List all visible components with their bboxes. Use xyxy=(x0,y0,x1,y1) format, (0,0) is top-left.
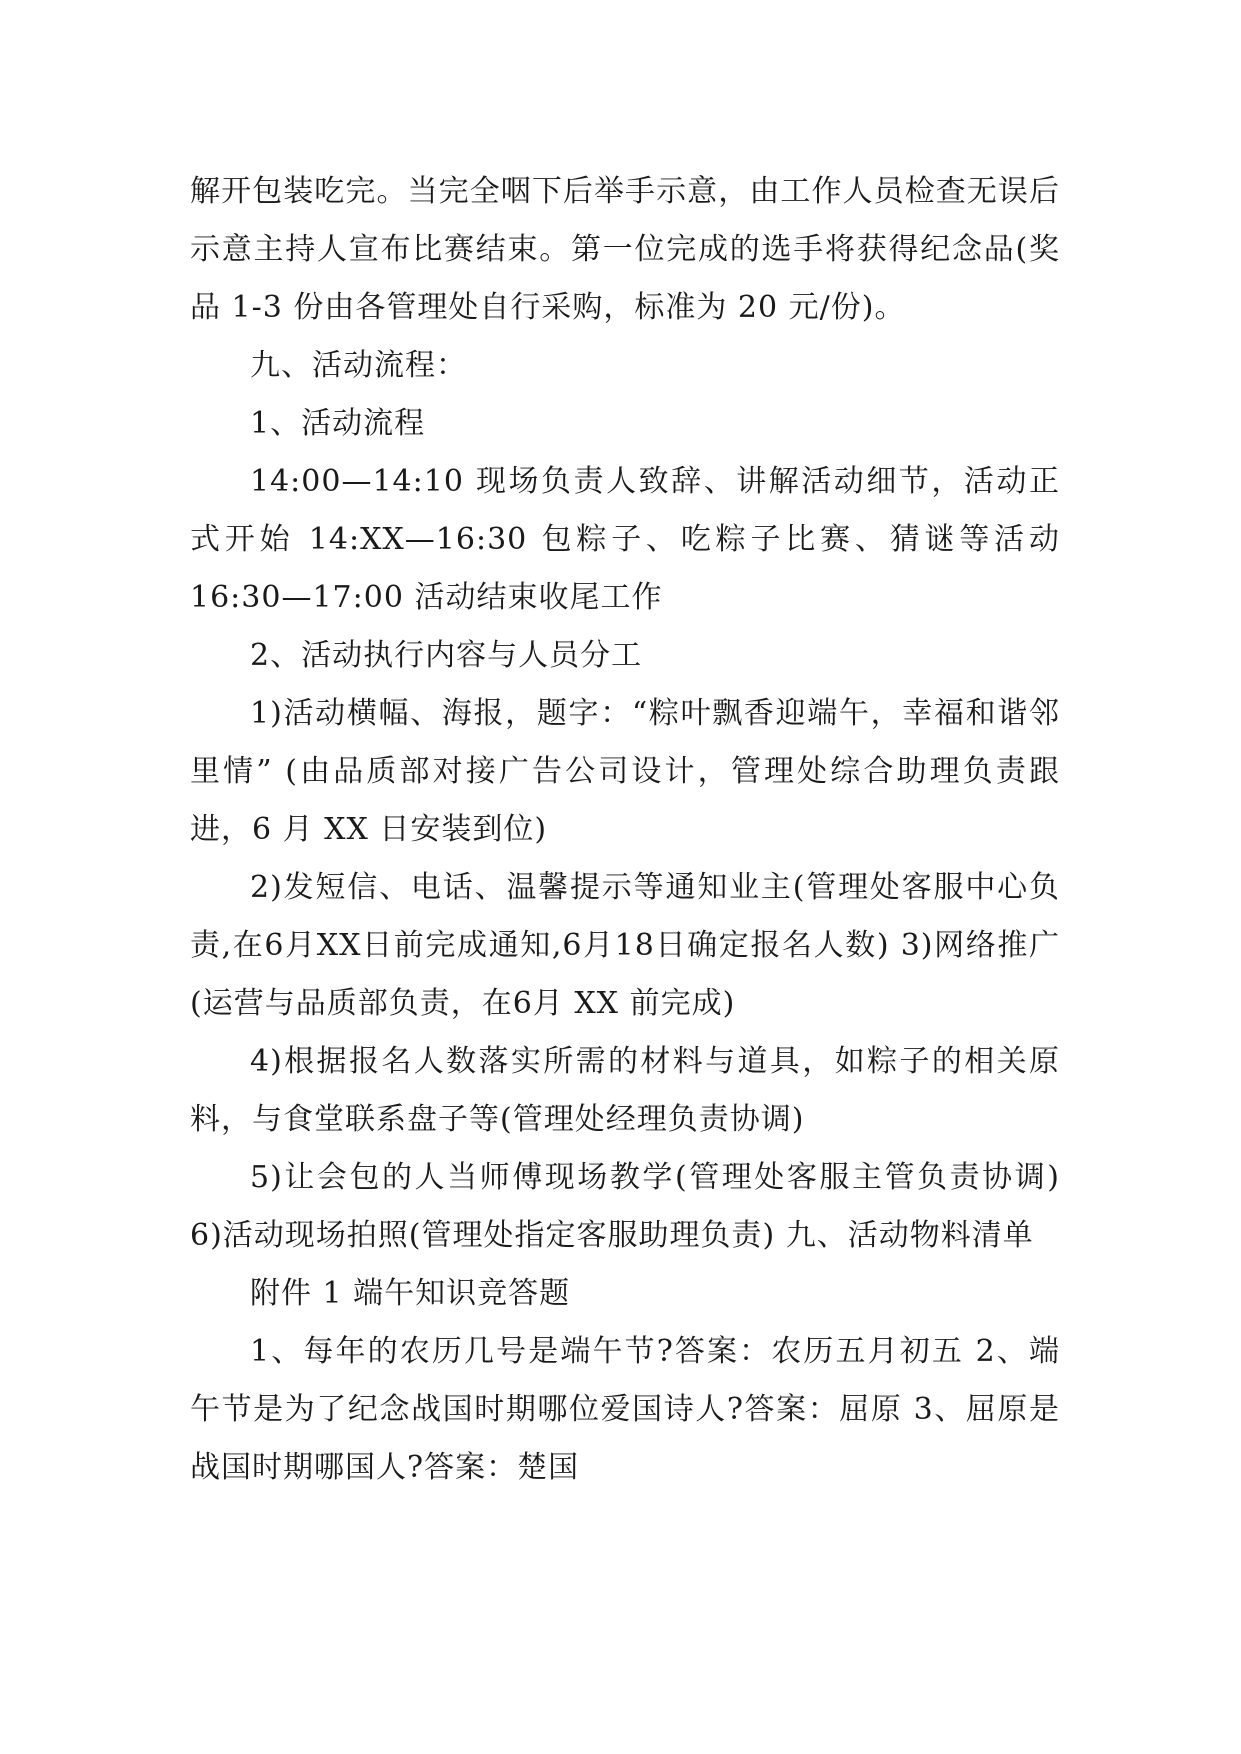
subheading-activity-flow: 1、活动流程 xyxy=(250,406,426,441)
appendix-heading: 附件 1 端午知识竞答题 xyxy=(250,1276,571,1311)
item-banner: 1)活动横幅、海报，题字：“粽叶飘香迎端午，幸福和谐邻里情” (由品质部对接广告公司设计，管理处综合助理负责跟进，6 月 XX 日安装到位) xyxy=(190,696,1060,847)
subheading-execution: 2、活动执行内容与人员分工 xyxy=(250,638,643,673)
item-teaching: 5)让会包的人当师傅现场教学(管理处客服主管负责协调) 6)活动现场拍照(管理处指定客服助理负责) 九、活动物料清单 xyxy=(190,1160,1060,1253)
item-notification: 2)发短信、电话、温馨提示等通知业主(管理处客服中心负责,在6月XX日前完成通知,6月18日确定报名人数) 3)网络推广(运营与品质部负责，在6月 XX 前完成) xyxy=(190,870,1060,1021)
item-materials: 4)根据报名人数落实所需的材料与道具，如粽子的相关原料，与食堂联系盘子等(管理处经理负责协调) xyxy=(190,1044,1060,1137)
paragraph-1: 解开包装吃完。当完全咽下后举手示意，由工作人员检查无误后示意主持人宣布比赛结束。第一位完成的选手将获得纪念品(奖品 1-3 份由各管理处自行采购，标准为 20 元/份)。 xyxy=(190,174,1060,325)
section-heading-activity-flow: 九、活动流程： xyxy=(250,348,467,383)
document-body xyxy=(190,163,1060,1497)
schedule-paragraph: 14:00—14:10 现场负责人致辞、讲解活动细节，活动正式开始 14:XX—16:30 包粽子、吃粽子比赛、猜谜等活动 16:30—17:00 活动结束收尾工作 xyxy=(190,464,1060,615)
quiz-paragraph: 1、每年的农历几号是端午节?答案：农历五月初五 2、端午节是为了纪念战国时期哪位爱国诗人?答案：屈原 3、屈原是战国时期哪国人?答案：楚国 xyxy=(190,1334,1060,1485)
